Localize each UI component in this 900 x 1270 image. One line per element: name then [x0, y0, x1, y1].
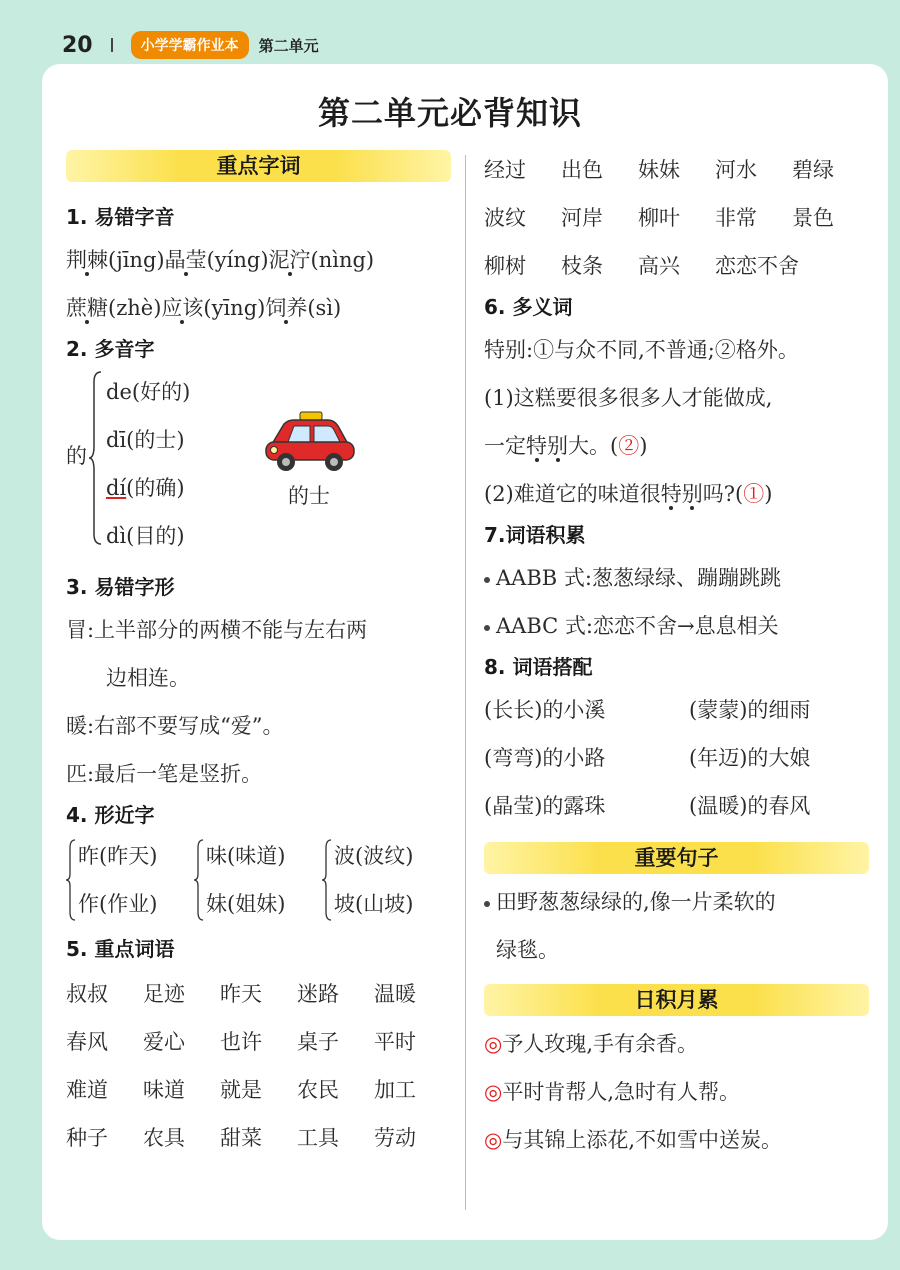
heading-key-words: 5. 重点词语	[66, 937, 175, 961]
accumulation-line	[484, 554, 869, 602]
reading-pinyin: de	[106, 380, 132, 404]
text: 吗?(	[702, 482, 744, 506]
heading-polyphones: 2. 多音字	[66, 337, 155, 361]
key-word: 碧绿	[792, 158, 834, 182]
key-word: 柳树	[484, 254, 526, 278]
form-line: 匹:最后一笔是竖折。	[66, 762, 263, 786]
key-word: 河岸	[561, 206, 603, 230]
header-divider	[111, 38, 113, 52]
similar-group	[66, 832, 194, 932]
text: (2)难道它的味道很	[484, 482, 661, 506]
similar-char: 妹(姐妹)	[206, 892, 286, 916]
key-word: 高兴	[638, 254, 680, 278]
accumulation-line	[484, 602, 869, 650]
similar-group	[194, 832, 322, 932]
taxi-car-icon	[262, 410, 358, 474]
text: )	[639, 434, 648, 458]
dotted-word: 蔗糖	[66, 296, 108, 320]
brace-icon	[66, 838, 76, 922]
unit-label: 第二单元	[258, 36, 319, 55]
double-circle-icon: ◎	[484, 1128, 503, 1152]
key-word: 昨天	[220, 982, 262, 1006]
text: AABC 式:恋恋不舍→息息相关	[496, 614, 779, 638]
key-words-grid	[66, 970, 451, 1162]
heading-collocations: 8. 词语搭配	[484, 655, 593, 679]
heading-similar-chars: 4. 形近字	[66, 803, 155, 827]
collocations-block	[484, 686, 869, 830]
pinyin: (yíng)	[206, 248, 269, 272]
collocation-row	[484, 686, 869, 734]
reading-pinyin: dí	[106, 476, 127, 500]
polysemy-example-1b	[484, 422, 869, 470]
collocation-row	[484, 734, 869, 782]
key-word: 叔叔	[66, 982, 108, 1006]
text: 与其锦上添花,不如雪中送炭。	[502, 1128, 783, 1152]
dotted-word: 应该	[161, 296, 204, 320]
text: 平时肯帮人,急时有人帮。	[502, 1080, 741, 1104]
polyphone-char: 的	[66, 444, 87, 468]
dotted-word: 特	[526, 434, 547, 458]
key-word: 柳叶	[638, 206, 680, 230]
page-title: 第二单元必背知识	[317, 94, 582, 132]
heading-word-accumulation: 7.词语积累	[484, 523, 586, 547]
polyphone-readings	[106, 368, 190, 560]
pronunciation-line-2	[66, 284, 451, 332]
answer: ①	[743, 482, 765, 506]
collocation: (年迈)的大娘	[689, 746, 811, 770]
key-word: 难道	[66, 1078, 108, 1102]
form-line: 冒:上半部分的两横不能与左右两	[66, 618, 368, 642]
dotted-word: 特	[660, 482, 682, 506]
key-word: 味道	[143, 1078, 185, 1102]
proverb-line	[484, 1020, 869, 1068]
answer: ②	[618, 434, 640, 458]
reading-pinyin: dī	[106, 428, 127, 452]
text: 田野葱葱绿绿的,像一片柔软的	[496, 890, 776, 914]
key-sentence-line	[484, 878, 869, 926]
similar-char: 昨(昨天)	[78, 844, 158, 868]
key-word: 妹妹	[638, 158, 680, 182]
right-column	[484, 146, 869, 1164]
dotted-word: 晶莹	[164, 248, 207, 272]
brace-icon	[322, 838, 332, 922]
pronunciation-line-1	[66, 236, 451, 284]
text: 予人玫瑰,手有余香。	[502, 1032, 699, 1056]
banner-key-words: 重点字词	[66, 150, 451, 182]
dotted-word: 别	[681, 482, 703, 506]
reading-word: (的士)	[126, 428, 185, 452]
polysemy-example-1a: (1)这糕要很多很多人才能做成,	[484, 386, 773, 410]
reading-word: (目的)	[126, 524, 185, 548]
key-word: 种子	[66, 1126, 108, 1150]
heading-polysemy: 6. 多义词	[484, 295, 573, 319]
form-line: 边相连。	[106, 666, 190, 690]
key-word: 春风	[66, 1030, 108, 1054]
key-word: 非常	[715, 206, 757, 230]
pinyin: (jīng)	[108, 248, 165, 272]
reading-word: (好的)	[131, 380, 191, 404]
key-word: 爱心	[143, 1030, 185, 1054]
polyphone-block	[66, 368, 451, 568]
text: )	[764, 482, 773, 506]
key-word: 波纹	[484, 206, 526, 230]
heading-pronunciation: 1. 易错字音	[66, 205, 175, 229]
key-word: 河水	[715, 158, 757, 182]
pinyin: (sì)	[307, 296, 342, 320]
key-words-continued-grid	[484, 146, 869, 242]
reading-pinyin: dì	[106, 524, 127, 548]
key-word: 也许	[220, 1030, 262, 1054]
key-word: 甜菜	[220, 1126, 262, 1150]
key-word: 经过	[484, 158, 526, 182]
key-word: 桌子	[297, 1030, 339, 1054]
key-sentence-line: 绿毯。	[496, 938, 559, 962]
reading-row	[106, 512, 190, 560]
key-word: 出色	[561, 158, 603, 182]
reading-row	[106, 464, 190, 512]
key-word: 农具	[143, 1126, 185, 1150]
key-word: 景色	[792, 206, 834, 230]
pinyin: (yīng)	[203, 296, 266, 320]
key-words-continued	[484, 242, 869, 290]
proverb-line	[484, 1116, 869, 1164]
dotted-word: 泥泞	[268, 248, 311, 272]
similar-char: 味(味道)	[206, 844, 286, 868]
brace-icon	[194, 838, 204, 922]
reading-row	[106, 416, 190, 464]
reading-word: (的确)	[126, 476, 185, 500]
bullet-icon	[484, 577, 490, 583]
word-jingji	[66, 248, 108, 272]
collocation: (温暖)的春风	[689, 794, 811, 818]
key-word: 恋恋不舍	[715, 254, 799, 278]
page-header	[62, 28, 319, 62]
collocation: (弯弯)的小路	[484, 746, 606, 770]
form-line: 暖:右部不要写成“爱”。	[66, 714, 284, 738]
taxi-caption: 的士	[288, 484, 330, 508]
polysemy-definition: 特别:①与众不同,不普通;②格外。	[484, 338, 799, 362]
key-word: 农民	[297, 1078, 339, 1102]
page-number: 20	[62, 32, 93, 58]
pinyin: (nìng)	[310, 248, 375, 272]
key-word: 平时	[374, 1030, 416, 1054]
similar-char: 波(波纹)	[334, 844, 414, 868]
similar-chars-block	[66, 832, 451, 932]
bullet-icon	[484, 901, 490, 907]
dotted-word: 荆棘	[66, 248, 108, 272]
left-column	[66, 150, 451, 1162]
similar-char: 作(作业)	[78, 892, 158, 916]
text: 大。(	[568, 434, 619, 458]
key-word: 迷路	[297, 982, 339, 1006]
dotted-word: 别	[547, 434, 568, 458]
banner-daily-accumulation: 日积月累	[484, 984, 869, 1016]
book-title-tag: 小学学霸作业本	[131, 31, 249, 59]
reading-row	[106, 368, 190, 416]
bullet-icon	[484, 625, 490, 631]
brace-icon	[88, 368, 102, 548]
pinyin: (zhè)	[108, 296, 162, 320]
collocation: (晶莹)的露珠	[484, 794, 606, 818]
proverb-line	[484, 1068, 869, 1116]
similar-char: 坡(山坡)	[334, 892, 414, 916]
column-divider	[465, 155, 466, 1210]
key-word: 就是	[220, 1078, 262, 1102]
dotted-word: 饲养	[265, 296, 308, 320]
key-word: 劳动	[374, 1126, 416, 1150]
key-word: 加工	[374, 1078, 416, 1102]
key-word: 足迹	[143, 982, 185, 1006]
collocation-row	[484, 782, 869, 830]
key-word: 工具	[297, 1126, 339, 1150]
text: 一定	[484, 434, 526, 458]
double-circle-icon: ◎	[484, 1032, 503, 1056]
collocation: (蒙蒙)的细雨	[689, 698, 811, 722]
text: AABB 式:葱葱绿绿、蹦蹦跳跳	[496, 566, 781, 590]
banner-key-sentences: 重要句子	[484, 842, 869, 874]
heading-confusing-forms: 3. 易错字形	[66, 575, 175, 599]
collocation: (长长)的小溪	[484, 698, 606, 722]
double-circle-icon: ◎	[484, 1080, 503, 1104]
polysemy-example-2	[484, 470, 869, 518]
key-word: 温暖	[374, 982, 416, 1006]
similar-group	[322, 832, 450, 932]
key-word: 枝条	[561, 254, 603, 278]
